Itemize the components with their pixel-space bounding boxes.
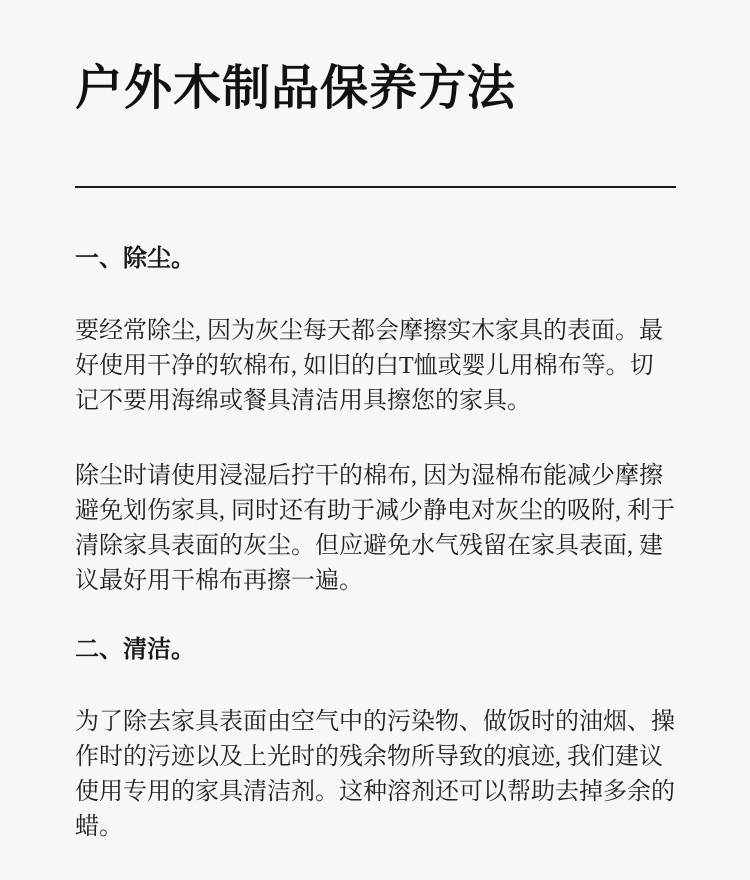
- title-divider: [75, 186, 676, 188]
- paragraph-dust-removal-1: 要经常除尘, 因为灰尘每天都会摩擦实木家具的表面。最好使用干净的软棉布, 如旧的白T恤或婴儿用棉布等。切记不要用海绵或餐具清洁用具擦您的家具。: [75, 317, 663, 414]
- section-heading-dust-removal: 一、除尘。: [75, 245, 195, 272]
- paragraph-dust-removal-2: 除尘时请使用浸湿后拧干的棉布, 因为湿棉布能减少摩擦避免划伤家具, 同时还有助于减少静电对灰尘的吸附, 利于清除家具表面的灰尘。但应避免水气残留在家具表面, 建议最好用干棉布再擦一遍。: [75, 462, 675, 594]
- page-title: 户外木制品保养方法: [75, 62, 517, 115]
- section-heading-cleaning: 二、清洁。: [75, 636, 195, 663]
- paragraph-cleaning-1: 为了除去家具表面由空气中的污染物、做饭时的油烟、操作时的污迹以及上光时的残余物所导致的痕迹, 我们建议使用专用的家具清洁剂。这种溶剂还可以帮助去掉多余的蜡。: [75, 708, 675, 840]
